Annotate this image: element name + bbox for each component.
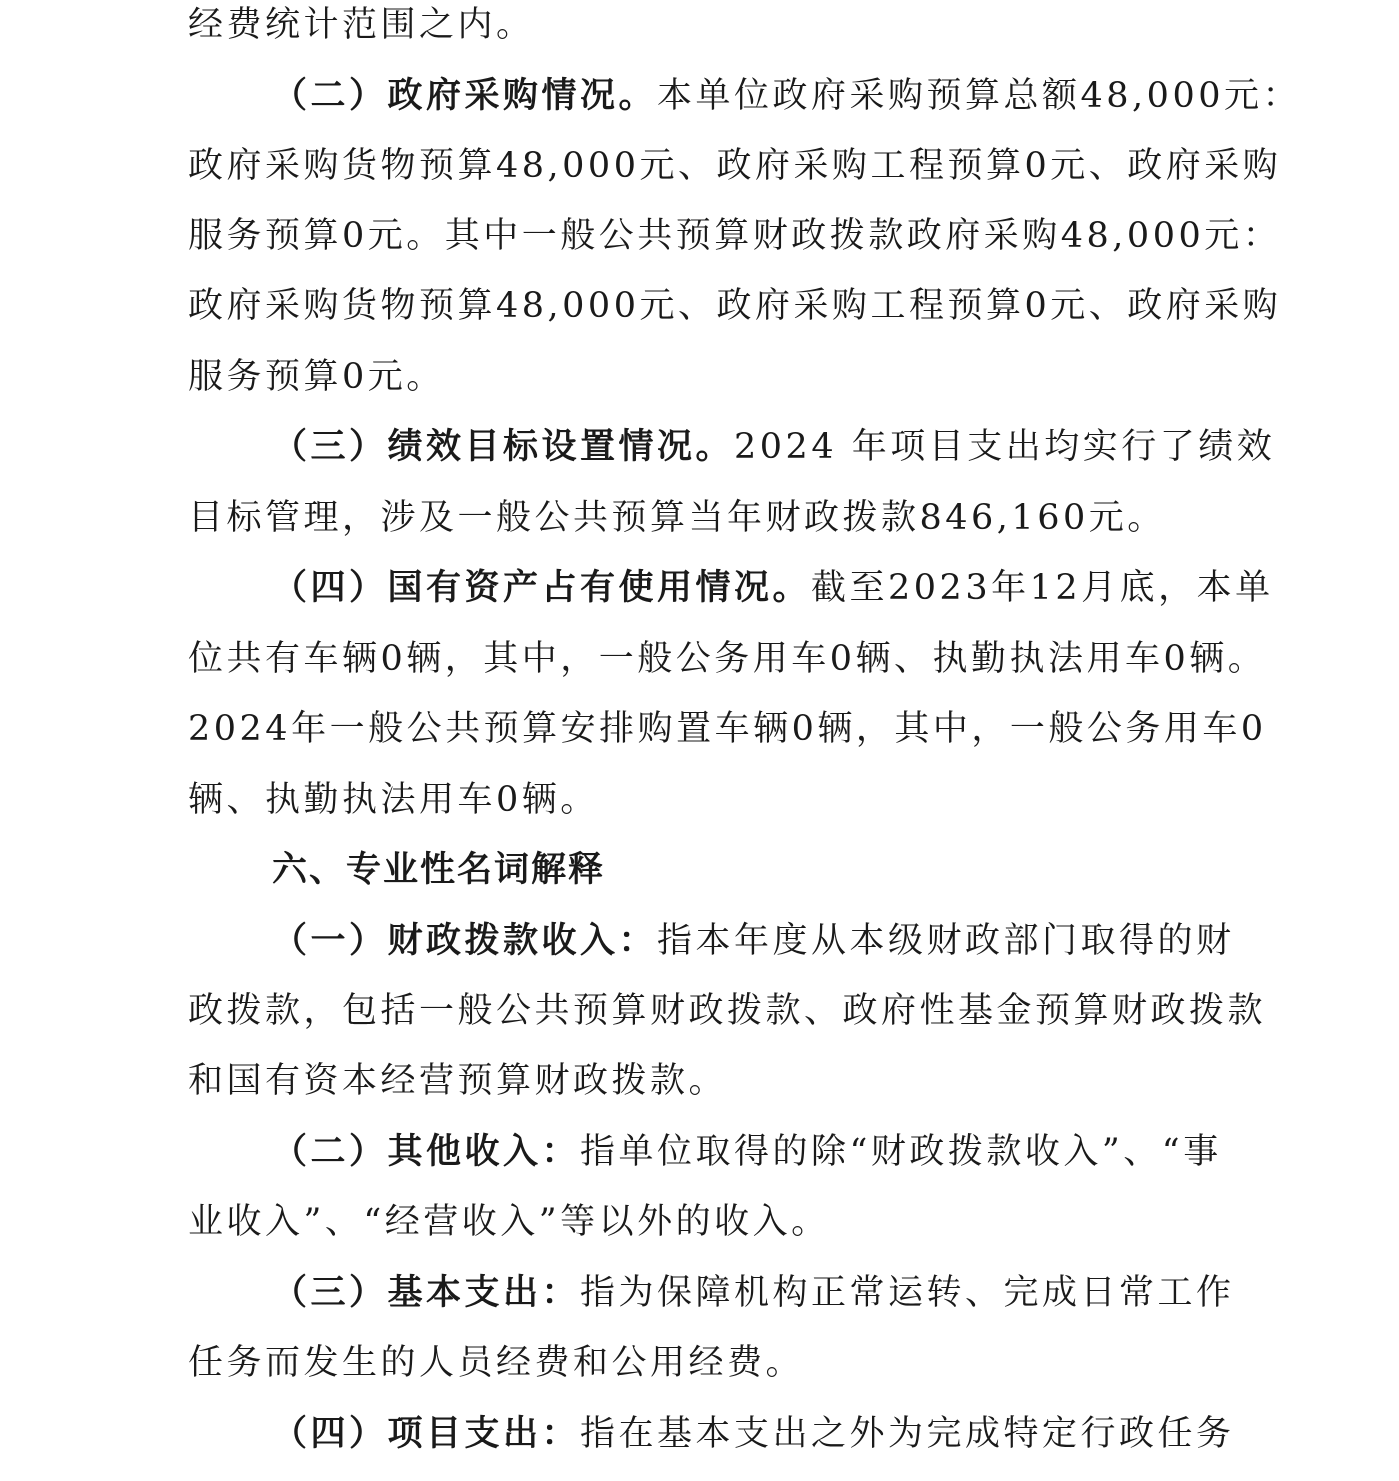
term-fiscal-appropriation-income <box>272 918 1235 988</box>
line-text: 指单位取得的除“财政拨款收入”、“事 <box>580 1132 1222 1172</box>
line-text: 政府采购货物预算48,000元、政府采购工程预算0元、政府采购 <box>188 286 1282 326</box>
paragraph-line <box>188 213 1281 283</box>
term-project-expenditure <box>272 1411 1235 1481</box>
line-text: 指为保障机构正常运转、完成日常工作 <box>580 1273 1235 1313</box>
line-text: 经费统计范围之内。 <box>188 5 535 45</box>
line-text: 本单位政府采购预算总额48,000元： <box>657 76 1301 116</box>
section-title: （四）国有资产占有使用情况。 <box>272 568 812 608</box>
paragraph-line <box>188 1340 804 1410</box>
paragraph-line <box>188 143 1281 213</box>
line-text: 指在基本支出之外为完成特定行政任务 <box>580 1414 1235 1454</box>
chapter-heading: 六、专业性名词解释 <box>272 850 606 890</box>
line-text: 2024 年项目支出均实行了绩效 <box>734 427 1276 467</box>
line-text: 截至2023年12月底，本单 <box>811 568 1274 608</box>
paragraph-line <box>188 1058 727 1128</box>
section-gov-procurement <box>272 73 1301 143</box>
term-basic-expenditure <box>272 1270 1235 1340</box>
section-performance-targets <box>272 424 1275 494</box>
section-title: （三）绩效目标设置情况。 <box>272 427 735 467</box>
line-text: 服务预算0元。 <box>188 357 445 397</box>
paragraph-line <box>188 283 1281 353</box>
line-text: 任务而发生的人员经费和公用经费。 <box>188 1343 805 1383</box>
section-state-assets <box>272 565 1274 635</box>
paragraph-line <box>188 706 1267 776</box>
term-other-income <box>272 1129 1222 1199</box>
term-title: （二）其他收入： <box>272 1132 581 1172</box>
paragraph-line <box>188 988 1266 1058</box>
line-text: 服务预算0元。其中一般公共预算财政拨款政府采购48,000元： <box>188 216 1282 256</box>
term-title: （三）基本支出： <box>272 1273 581 1313</box>
paragraph-line <box>188 777 599 847</box>
chapter-heading-terminology <box>272 847 605 917</box>
paragraph-line <box>188 1199 830 1269</box>
term-title: （一）财政拨款收入： <box>272 921 658 961</box>
line-text: 指本年度从本级财政部门取得的财 <box>657 921 1235 961</box>
line-text: 和国有资本经营预算财政拨款。 <box>188 1061 728 1101</box>
line-text: 辆、执勤执法用车0辆。 <box>188 780 599 820</box>
term-title: （四）项目支出： <box>272 1414 581 1454</box>
line-text: 业收入”、“经营收入”等以外的收入。 <box>188 1202 830 1242</box>
line-text: 2024年一般公共预算安排购置车辆0辆，其中，一般公务用车0 <box>188 709 1267 749</box>
line-text: 目标管理，涉及一般公共预算当年财政拨款846,160元。 <box>188 498 1166 538</box>
paragraph-line <box>188 354 445 424</box>
paragraph-line <box>188 495 1166 565</box>
paragraph-line <box>188 636 1266 706</box>
line-text: 政拨款，包括一般公共预算财政拨款、政府性基金预算财政拨款 <box>188 991 1267 1031</box>
line-text: 政府采购货物预算48,000元、政府采购工程预算0元、政府采购 <box>188 146 1282 186</box>
section-title: （二）政府采购情况。 <box>272 76 658 116</box>
line-text: 位共有车辆0辆，其中，一般公务用车0辆、执勤执法用车0辆。 <box>188 639 1267 679</box>
paragraph-line <box>188 2 535 72</box>
